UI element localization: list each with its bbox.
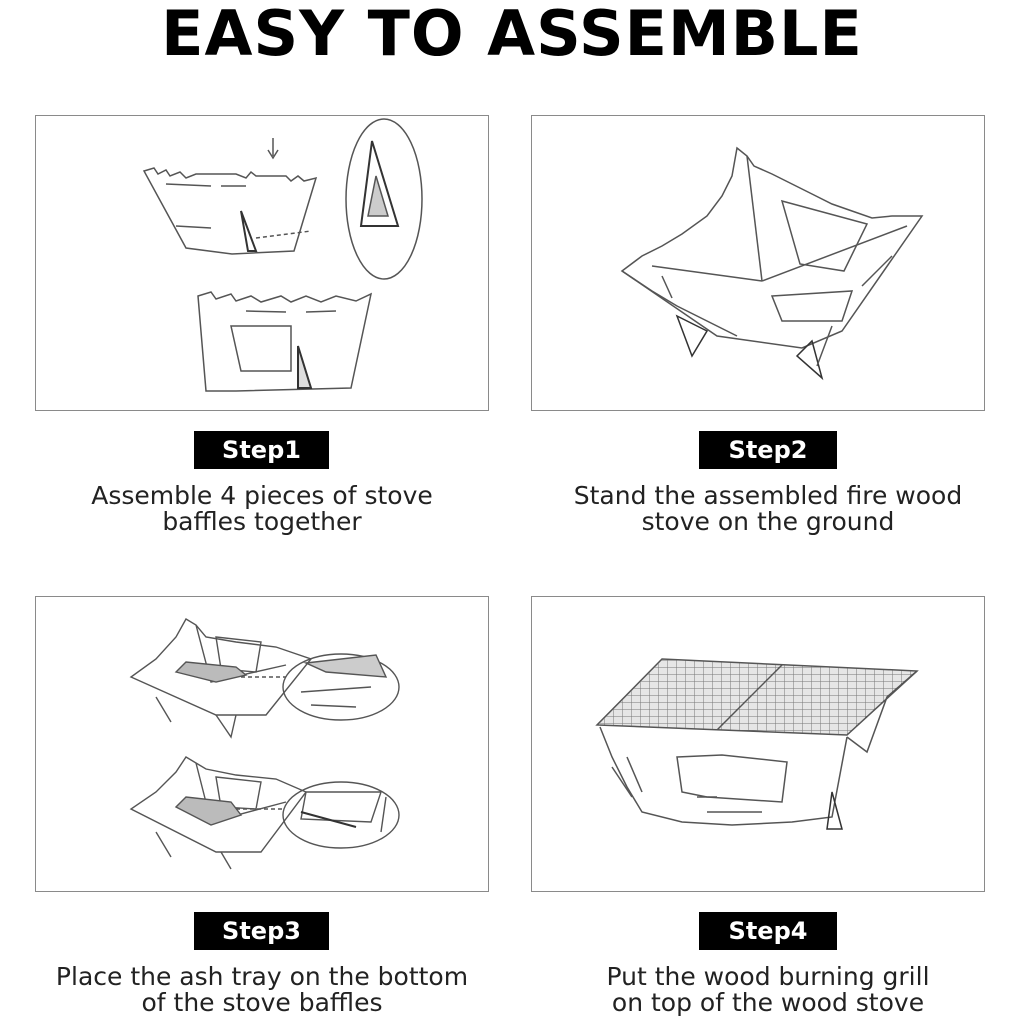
step2-caption-line1: Stand the assembled fire wood [573,481,963,510]
step2-badge: Step2 [699,431,837,469]
step1-caption-line1: Assemble 4 pieces of stove [91,481,433,510]
step4-caption [531,964,1005,1016]
step4-illustration-panel [531,596,985,892]
step3-illustration-panel [35,596,489,892]
step3-badge: Step3 [194,912,329,950]
step3-caption-line1: Place the ash tray on the bottom [55,962,469,991]
stove-baffles-assembly-illustration [36,116,490,412]
step4-badge: Step4 [699,912,837,950]
standing-stove-illustration [532,116,986,412]
step4-caption-line1: Put the wood burning grill [606,962,930,991]
page-title: EASY TO ASSEMBLE [161,0,863,70]
step3-caption-line2: of the stove baffles [141,988,383,1017]
step1-illustration-panel [35,115,489,411]
step2-illustration-panel [531,115,985,411]
step1-caption [35,483,489,535]
step1-caption-line2: baffles together [162,507,362,536]
ash-tray-placement-illustration [36,597,490,893]
grill-on-stove-illustration [532,597,986,893]
step3-caption [15,964,509,1016]
step1-badge: Step1 [194,431,329,469]
step2-caption [531,483,1005,535]
step2-caption-line2: stove on the ground [641,507,895,536]
step4-caption-line2: on top of the wood stove [611,988,925,1017]
